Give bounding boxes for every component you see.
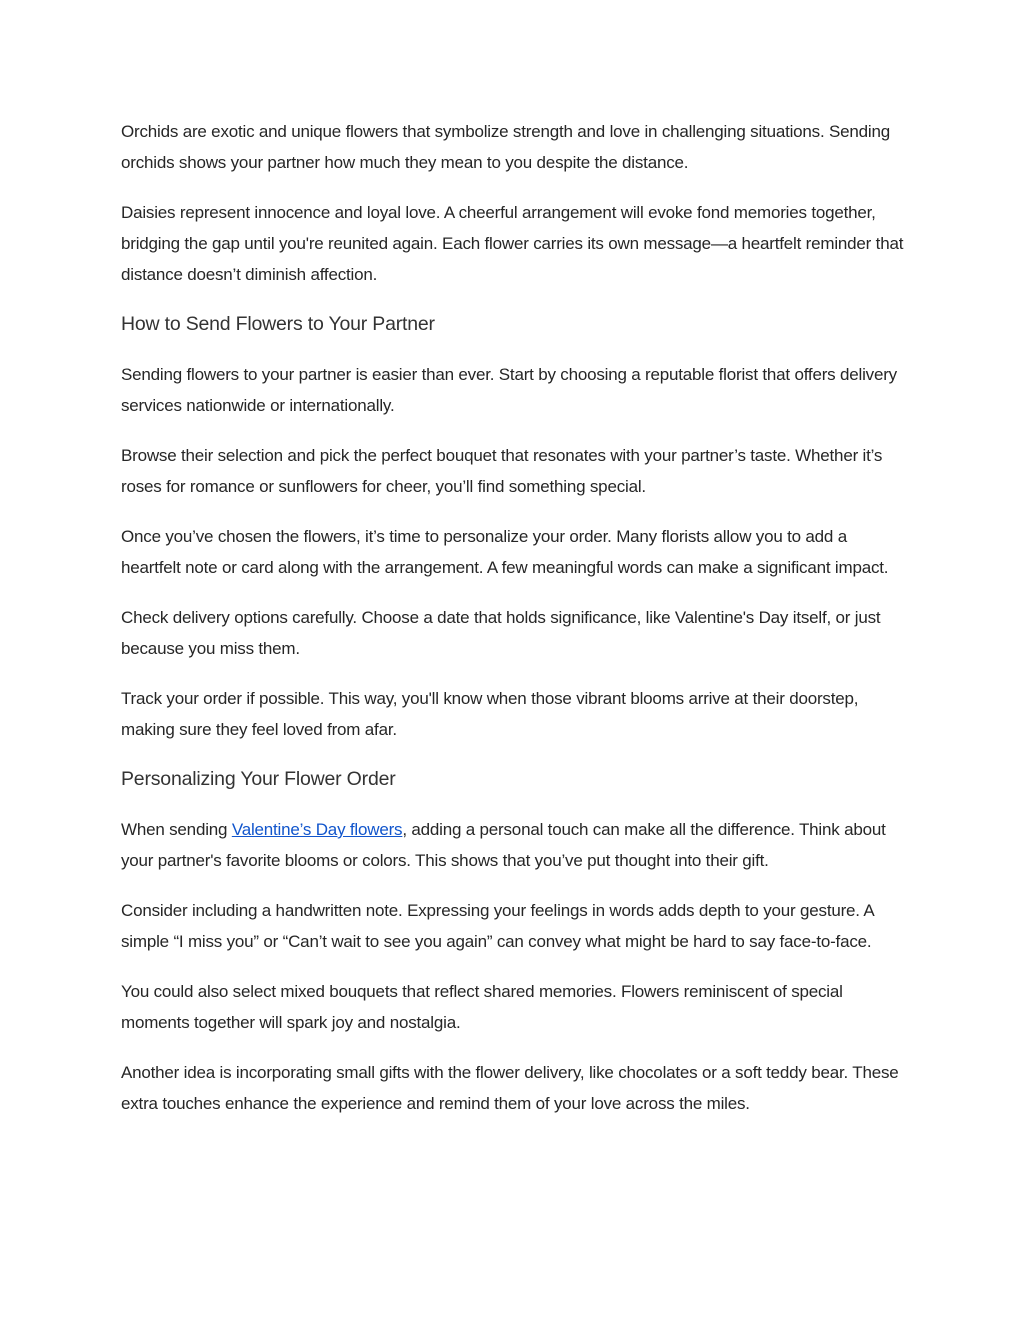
section-heading-how-to-send: How to Send Flowers to Your Partner: [121, 313, 435, 335]
paragraph-small-gifts: Another idea is incorporating small gifts with the flower delivery, like chocolates or a soft teddy bear. These extra touches enhance the experience and remind them of your love across the miles.: [121, 1063, 899, 1113]
paragraph-track-order: Track your order if possible. This way, you'll know when those vibrant blooms arrive at their doorstep, making sure they feel loved from afar.: [121, 689, 859, 739]
valentines-day-flowers-link[interactable]: Valentine’s Day flowers: [231, 820, 403, 839]
paragraph-text-before-link: When sending: [121, 820, 232, 839]
paragraph-daisies: Daisies represent innocence and loyal love. A cheerful arrangement will evoke fond memories together, bridging the gap until you're reunited again. Each flower carries its own message—a heartfelt reminder that distance doesn’t diminish affection.: [121, 203, 904, 284]
document-page: [121, 116, 906, 1138]
paragraph-when-sending: [121, 814, 906, 876]
paragraph-mixed-bouquets: You could also select mixed bouquets that reflect shared memories. Flowers reminiscent of special moments together will spark joy and nostalgia.: [121, 982, 843, 1032]
paragraph-handwritten-note: Consider including a handwritten note. Expressing your feelings in words adds depth to your gesture. A simple “I miss you” or “Can’t wait to see you again” can convey what might be hard to say face-to-face.: [121, 901, 874, 951]
paragraph-browse-selection: Browse their selection and pick the perfect bouquet that resonates with your partner’s taste. Whether it’s roses for romance or sunflowers for cheer, you’ll find something special.: [121, 446, 883, 496]
paragraph-text-after-link: , adding a personal touch can make all the difference. Think about your partner's favorite blooms or colors. This shows that you’ve put thought into their gift.: [121, 820, 886, 870]
paragraph-delivery-options: Check delivery options carefully. Choose a date that holds significance, like Valentine's Day itself, or just because you miss them.: [121, 608, 881, 658]
section-heading-personalizing: Personalizing Your Flower Order: [121, 768, 396, 790]
paragraph-personalize-order: Once you’ve chosen the flowers, it’s time to personalize your order. Many florists allow you to add a heartfelt note or card along with the arrangement. A few meaningful words can make a significant impact.: [121, 527, 889, 577]
paragraph-orchids: Orchids are exotic and unique flowers that symbolize strength and love in challenging situations. Sending orchids shows your partner how much they mean to you despite the distance.: [121, 122, 891, 172]
paragraph-sending-easier: Sending flowers to your partner is easier than ever. Start by choosing a reputable florist that offers delivery services nationwide or internationally.: [121, 365, 897, 415]
